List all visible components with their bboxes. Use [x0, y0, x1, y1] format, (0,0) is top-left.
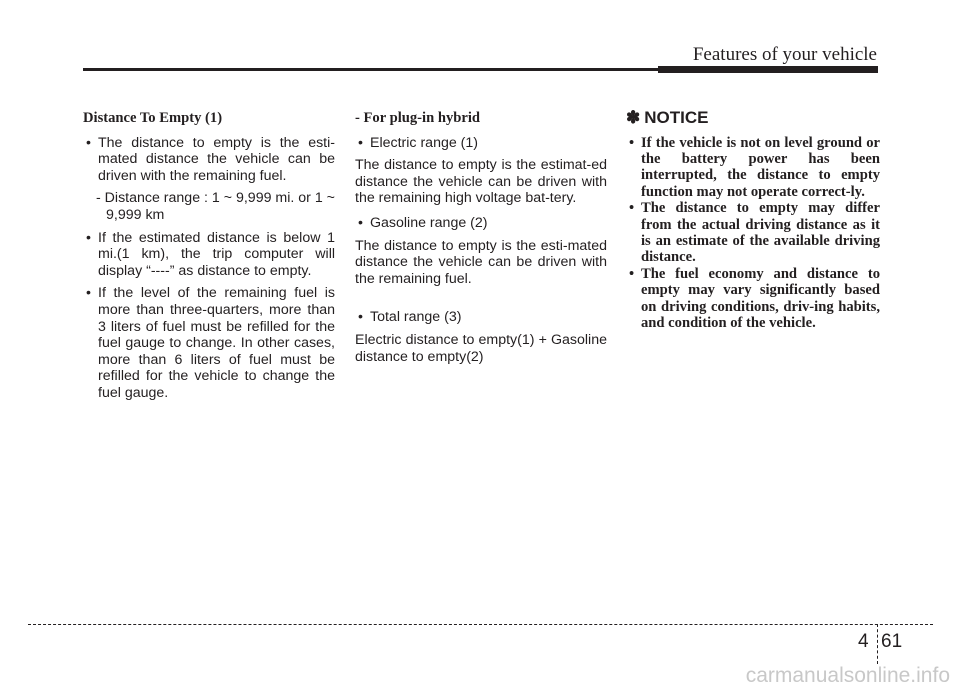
list-item-text: If the level of the remaining fuel is more than three-quarters, more than 3 liters of fuel must be refilled for the fuel gauge to change. In other cases, more than 6 liters of fuel must be refilled for the vehicle to change the fuel gauge. — [98, 285, 335, 401]
list-item — [355, 135, 607, 152]
notice-box — [626, 110, 880, 331]
list-item — [626, 200, 880, 266]
notice-item-text: The fuel economy and distance to empty may vary significantly based on driving conditions, driv-ing habits, and condition of the vehicle. — [641, 265, 880, 332]
bullet-icon: • — [629, 265, 635, 282]
bullet-icon: • — [358, 134, 363, 151]
list-item-text: If the estimated distance is below 1 mi.(1 km), the trip computer will display “----” as distance to empty. — [98, 229, 335, 279]
list-item — [355, 215, 607, 232]
page-number: 61 — [881, 631, 903, 652]
distance-to-empty-heading: Distance To Empty (1) — [83, 110, 223, 126]
column-plug-in-hybrid — [355, 110, 607, 373]
list-item-text: Gasoline range (2) — [370, 214, 488, 231]
list-item — [626, 266, 880, 332]
notice-item-text: The distance to empty may differ from the actual driving distance as it is an estimate of the available driving distance. — [641, 200, 880, 266]
column-distance-to-empty — [83, 110, 335, 408]
list-item — [83, 285, 335, 401]
electric-range-text: The distance to empty is the estimat-ed distance the vehicle can be driven with the remaining high voltage bat-tery. — [355, 157, 607, 207]
list-item-text: Electric range (1) — [370, 134, 479, 151]
gasoline-range-text: The distance to empty is the esti-mated distance the vehicle can be driven with the remaining fuel. — [355, 237, 607, 287]
list-item-text: The distance to empty is the esti-mated distance the vehicle can be driven with the remaining fuel. — [98, 134, 335, 184]
bullet-icon: • — [358, 214, 363, 231]
footer-divider — [877, 624, 878, 664]
notice-item-text: If the vehicle is not on level ground or the battery power has been interrupted, the distance to empty function may not operate correct-ly. — [641, 134, 880, 200]
notice-heading — [626, 110, 880, 127]
list-item — [626, 135, 880, 201]
list-item — [83, 230, 335, 280]
bullet-icon: • — [86, 285, 91, 302]
asterisk-icon: ✽ — [626, 108, 641, 127]
header-rule-accent — [658, 66, 878, 73]
list-item — [83, 135, 335, 185]
total-range-text: Electric distance to empty(1) + Gasoline distance to empty(2) — [355, 331, 607, 365]
spacer — [355, 295, 607, 309]
list-item — [355, 309, 607, 326]
footer-rule — [28, 624, 933, 625]
bullet-icon: • — [86, 229, 91, 246]
plug-in-hybrid-heading: - For plug-in hybrid — [355, 110, 481, 126]
bullet-icon: • — [86, 134, 91, 151]
bullet-icon: • — [358, 309, 363, 326]
bullet-icon: • — [629, 200, 635, 217]
distance-range-note: - Distance range : 1 ~ 9,999 mi. or 1 ~ 9,999 km — [96, 190, 335, 223]
notice-title: NOTICE — [644, 108, 709, 127]
list-item-text: Total range (3) — [370, 309, 462, 326]
chapter-number: 4 — [858, 631, 869, 652]
watermark: carmanualsonline.info — [745, 664, 950, 687]
bullet-icon: • — [629, 134, 635, 151]
section-title: Features of your vehicle — [692, 44, 877, 65]
